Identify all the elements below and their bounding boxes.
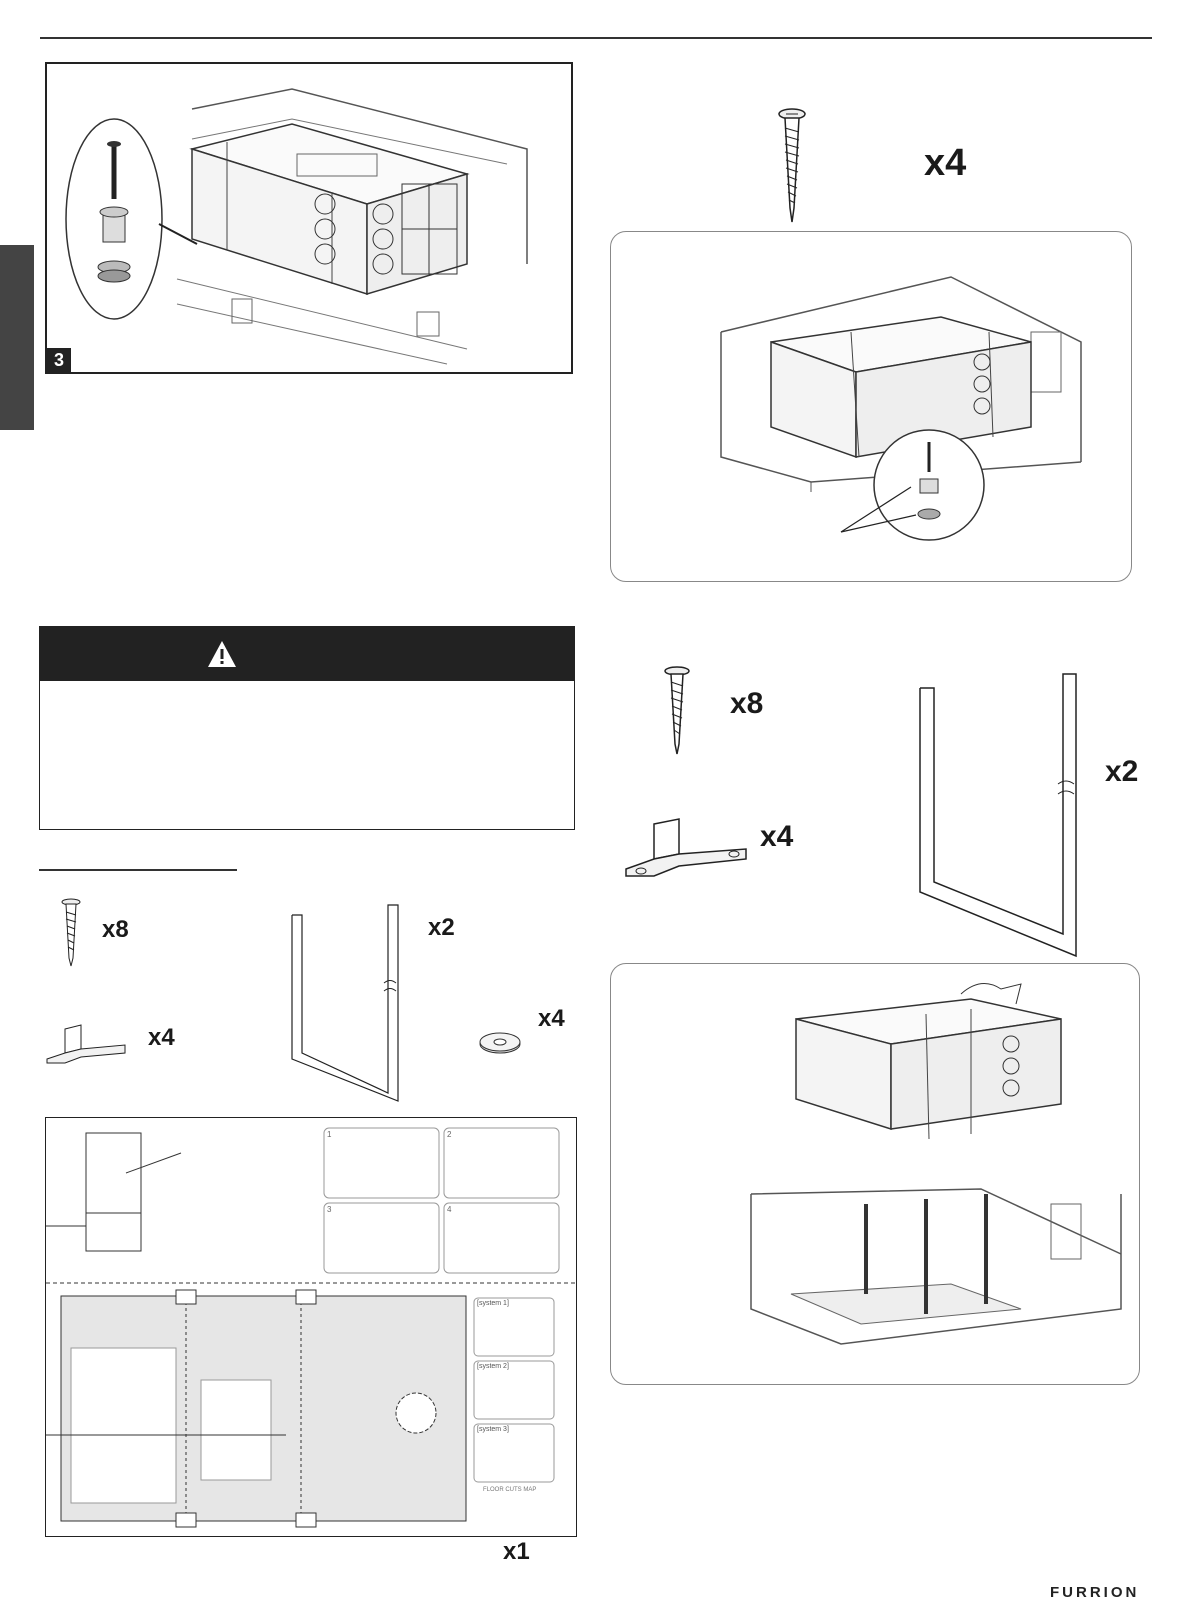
figure-frame-install (610, 963, 1140, 1385)
screw-icon (60, 898, 82, 968)
bracket-icon (624, 814, 749, 884)
warning-box (39, 626, 575, 830)
warning-icon (206, 639, 238, 669)
qty-screw-mid-right: x8 (730, 687, 764, 720)
qty-screw-top-right: x4 (924, 142, 967, 184)
floor-template-sheet (45, 1117, 577, 1537)
qty-washer-left: x4 (538, 1005, 565, 1032)
system-label: [system 3] (477, 1426, 509, 1433)
frame-icon (290, 903, 400, 1103)
bracket-icon (45, 1023, 127, 1067)
washer-icon (478, 1030, 522, 1056)
thumb-number: 2 (447, 1130, 452, 1139)
section-tab (0, 245, 34, 430)
unit-install-illustration (47, 64, 571, 372)
figure-step-3 (45, 62, 573, 374)
step-number-badge: 3 (47, 348, 71, 372)
qty-template: x1 (503, 1538, 530, 1565)
screw-icon (663, 666, 691, 756)
thumb-number: 4 (447, 1205, 452, 1214)
qty-bracket-left: x4 (148, 1024, 175, 1051)
section-underline (39, 869, 237, 871)
floor-cuts-map-label: FLOOR CUTS MAP (483, 1487, 537, 1493)
figure-unit-mounting (610, 231, 1132, 582)
thumb-number: 1 (327, 1130, 332, 1139)
qty-bracket-mid-right: x4 (760, 820, 794, 853)
qty-frame-mid-right: x2 (1105, 755, 1139, 788)
warning-header-bar (40, 627, 574, 681)
brand-logo: FURRION (1050, 1584, 1140, 1601)
thumb-number: 3 (327, 1205, 332, 1214)
header-rule (40, 37, 1152, 39)
screw-icon (778, 108, 806, 224)
system-label: [system 2] (477, 1363, 509, 1370)
qty-screw-left: x8 (102, 916, 129, 943)
system-label: [system 1] (477, 1300, 509, 1307)
qty-frame-left: x2 (428, 914, 455, 941)
frame-icon (918, 672, 1078, 962)
